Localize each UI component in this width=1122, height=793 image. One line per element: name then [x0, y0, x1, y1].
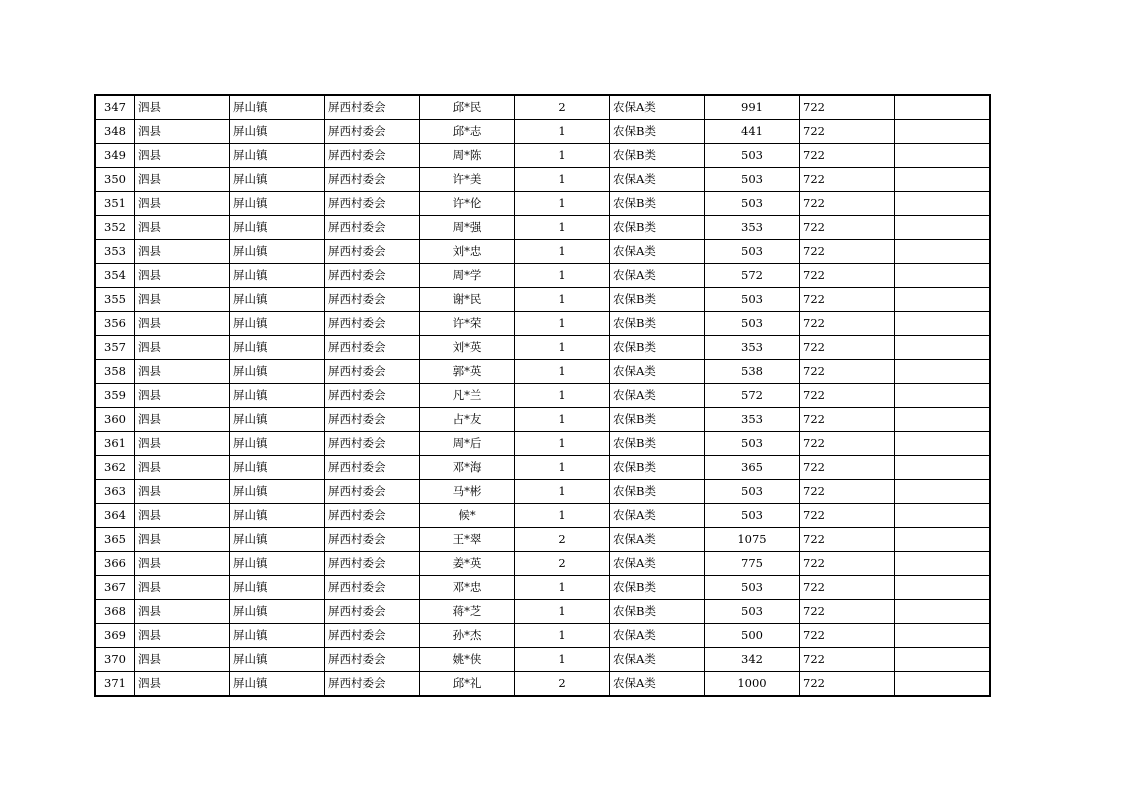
household-count-cell: 1 — [515, 576, 610, 600]
note-cell — [895, 312, 991, 336]
village-cell: 屏西村委会 — [325, 120, 420, 144]
county-cell: 泗县 — [135, 624, 230, 648]
name-cell: 蒋*芝 — [420, 600, 515, 624]
note-cell — [895, 240, 991, 264]
standard-cell: 722 — [800, 648, 895, 672]
standard-cell: 722 — [800, 312, 895, 336]
insurance-type-cell: 农保B类 — [610, 432, 705, 456]
table-row — [95, 288, 990, 312]
note-cell — [895, 432, 991, 456]
village-cell: 屏西村委会 — [325, 360, 420, 384]
table-body — [95, 95, 990, 696]
insurance-type-cell: 农保B类 — [610, 576, 705, 600]
town-cell: 屏山镇 — [230, 120, 325, 144]
insurance-type-cell: 农保B类 — [610, 456, 705, 480]
household-count-cell: 1 — [515, 504, 610, 528]
village-cell: 屏西村委会 — [325, 504, 420, 528]
table-row — [95, 624, 990, 648]
amount-cell: 503 — [705, 576, 800, 600]
table-row — [95, 168, 990, 192]
county-cell: 泗县 — [135, 600, 230, 624]
insurance-type-cell: 农保B类 — [610, 288, 705, 312]
county-cell: 泗县 — [135, 480, 230, 504]
standard-cell: 722 — [800, 192, 895, 216]
amount-cell: 353 — [705, 336, 800, 360]
standard-cell: 722 — [800, 432, 895, 456]
town-cell: 屏山镇 — [230, 576, 325, 600]
insurance-type-cell: 农保A类 — [610, 168, 705, 192]
row-index: 357 — [95, 336, 135, 360]
row-index: 364 — [95, 504, 135, 528]
standard-cell: 722 — [800, 624, 895, 648]
table-row — [95, 192, 990, 216]
household-count-cell: 1 — [515, 120, 610, 144]
insurance-type-cell: 农保A类 — [610, 552, 705, 576]
village-cell: 屏西村委会 — [325, 288, 420, 312]
row-index: 366 — [95, 552, 135, 576]
standard-cell: 722 — [800, 288, 895, 312]
town-cell: 屏山镇 — [230, 240, 325, 264]
amount-cell: 503 — [705, 144, 800, 168]
county-cell: 泗县 — [135, 120, 230, 144]
town-cell: 屏山镇 — [230, 408, 325, 432]
standard-cell: 722 — [800, 360, 895, 384]
name-cell: 周*后 — [420, 432, 515, 456]
amount-cell: 503 — [705, 240, 800, 264]
standard-cell: 722 — [800, 336, 895, 360]
household-count-cell: 2 — [515, 95, 610, 120]
note-cell — [895, 360, 991, 384]
village-cell: 屏西村委会 — [325, 168, 420, 192]
standard-cell: 722 — [800, 576, 895, 600]
village-cell: 屏西村委会 — [325, 600, 420, 624]
table-row — [95, 384, 990, 408]
household-count-cell: 1 — [515, 336, 610, 360]
name-cell: 邓*忠 — [420, 576, 515, 600]
amount-cell: 991 — [705, 95, 800, 120]
village-cell: 屏西村委会 — [325, 384, 420, 408]
insurance-type-cell: 农保B类 — [610, 192, 705, 216]
note-cell — [895, 672, 991, 697]
row-index: 347 — [95, 95, 135, 120]
table-row — [95, 528, 990, 552]
note-cell — [895, 144, 991, 168]
row-index: 354 — [95, 264, 135, 288]
name-cell: 姚*侠 — [420, 648, 515, 672]
name-cell: 许*美 — [420, 168, 515, 192]
household-count-cell: 1 — [515, 264, 610, 288]
household-count-cell: 2 — [515, 552, 610, 576]
note-cell — [895, 576, 991, 600]
village-cell: 屏西村委会 — [325, 312, 420, 336]
household-count-cell: 1 — [515, 240, 610, 264]
insurance-type-cell: 农保A类 — [610, 672, 705, 697]
county-cell: 泗县 — [135, 576, 230, 600]
town-cell: 屏山镇 — [230, 600, 325, 624]
town-cell: 屏山镇 — [230, 336, 325, 360]
town-cell: 屏山镇 — [230, 384, 325, 408]
insurance-type-cell: 农保B类 — [610, 600, 705, 624]
row-index: 350 — [95, 168, 135, 192]
amount-cell: 572 — [705, 264, 800, 288]
amount-cell: 503 — [705, 168, 800, 192]
county-cell: 泗县 — [135, 144, 230, 168]
household-count-cell: 1 — [515, 216, 610, 240]
county-cell: 泗县 — [135, 528, 230, 552]
name-cell: 凡*兰 — [420, 384, 515, 408]
town-cell: 屏山镇 — [230, 504, 325, 528]
name-cell: 周*学 — [420, 264, 515, 288]
village-cell: 屏西村委会 — [325, 624, 420, 648]
name-cell: 孙*杰 — [420, 624, 515, 648]
note-cell — [895, 192, 991, 216]
town-cell: 屏山镇 — [230, 168, 325, 192]
amount-cell: 500 — [705, 624, 800, 648]
village-cell: 屏西村委会 — [325, 456, 420, 480]
amount-cell: 775 — [705, 552, 800, 576]
row-index: 369 — [95, 624, 135, 648]
name-cell: 郭*英 — [420, 360, 515, 384]
village-cell: 屏西村委会 — [325, 552, 420, 576]
table-row — [95, 120, 990, 144]
note-cell — [895, 528, 991, 552]
county-cell: 泗县 — [135, 240, 230, 264]
table-row — [95, 360, 990, 384]
amount-cell: 1075 — [705, 528, 800, 552]
row-index: 359 — [95, 384, 135, 408]
insurance-type-cell: 农保B类 — [610, 408, 705, 432]
note-cell — [895, 336, 991, 360]
note-cell — [895, 264, 991, 288]
county-cell: 泗县 — [135, 456, 230, 480]
name-cell: 邱*志 — [420, 120, 515, 144]
village-cell: 屏西村委会 — [325, 648, 420, 672]
town-cell: 屏山镇 — [230, 144, 325, 168]
county-cell: 泗县 — [135, 216, 230, 240]
town-cell: 屏山镇 — [230, 360, 325, 384]
standard-cell: 722 — [800, 384, 895, 408]
village-cell: 屏西村委会 — [325, 432, 420, 456]
village-cell: 屏西村委会 — [325, 144, 420, 168]
table-row — [95, 95, 990, 120]
household-count-cell: 1 — [515, 168, 610, 192]
amount-cell: 353 — [705, 408, 800, 432]
insurance-type-cell: 农保A类 — [610, 648, 705, 672]
household-count-cell: 1 — [515, 288, 610, 312]
note-cell — [895, 384, 991, 408]
standard-cell: 722 — [800, 672, 895, 697]
village-cell: 屏西村委会 — [325, 336, 420, 360]
row-index: 368 — [95, 600, 135, 624]
town-cell: 屏山镇 — [230, 192, 325, 216]
household-count-cell: 1 — [515, 360, 610, 384]
insurance-type-cell: 农保A类 — [610, 95, 705, 120]
county-cell: 泗县 — [135, 288, 230, 312]
town-cell: 屏山镇 — [230, 288, 325, 312]
standard-cell: 722 — [800, 120, 895, 144]
name-cell: 许*伦 — [420, 192, 515, 216]
village-cell: 屏西村委会 — [325, 672, 420, 697]
insurance-type-cell: 农保A类 — [610, 528, 705, 552]
insurance-type-cell: 农保A类 — [610, 240, 705, 264]
town-cell: 屏山镇 — [230, 312, 325, 336]
table-row — [95, 408, 990, 432]
household-count-cell: 1 — [515, 648, 610, 672]
village-cell: 屏西村委会 — [325, 95, 420, 120]
insurance-type-cell: 农保B类 — [610, 120, 705, 144]
note-cell — [895, 216, 991, 240]
amount-cell: 353 — [705, 216, 800, 240]
beneficiary-table — [94, 94, 991, 697]
table-row — [95, 576, 990, 600]
standard-cell: 722 — [800, 95, 895, 120]
village-cell: 屏西村委会 — [325, 192, 420, 216]
name-cell: 邓*海 — [420, 456, 515, 480]
note-cell — [895, 600, 991, 624]
county-cell: 泗县 — [135, 552, 230, 576]
amount-cell: 503 — [705, 192, 800, 216]
insurance-type-cell: 农保B类 — [610, 336, 705, 360]
table-row — [95, 336, 990, 360]
table-row — [95, 312, 990, 336]
county-cell: 泗县 — [135, 408, 230, 432]
row-index: 355 — [95, 288, 135, 312]
county-cell: 泗县 — [135, 336, 230, 360]
row-index: 371 — [95, 672, 135, 697]
table-row — [95, 672, 990, 697]
name-cell: 周*陈 — [420, 144, 515, 168]
note-cell — [895, 456, 991, 480]
standard-cell: 722 — [800, 264, 895, 288]
household-count-cell: 1 — [515, 624, 610, 648]
note-cell — [895, 95, 991, 120]
table-row — [95, 144, 990, 168]
county-cell: 泗县 — [135, 95, 230, 120]
standard-cell: 722 — [800, 480, 895, 504]
town-cell: 屏山镇 — [230, 95, 325, 120]
insurance-type-cell: 农保B类 — [610, 216, 705, 240]
table-row — [95, 216, 990, 240]
row-index: 353 — [95, 240, 135, 264]
standard-cell: 722 — [800, 552, 895, 576]
household-count-cell: 1 — [515, 192, 610, 216]
table-row — [95, 504, 990, 528]
note-cell — [895, 504, 991, 528]
name-cell: 姜*英 — [420, 552, 515, 576]
row-index: 358 — [95, 360, 135, 384]
town-cell: 屏山镇 — [230, 672, 325, 697]
standard-cell: 722 — [800, 528, 895, 552]
table-row — [95, 600, 990, 624]
table-row — [95, 264, 990, 288]
insurance-type-cell: 农保B类 — [610, 144, 705, 168]
table-row — [95, 648, 990, 672]
household-count-cell: 1 — [515, 312, 610, 336]
amount-cell: 503 — [705, 504, 800, 528]
row-index: 370 — [95, 648, 135, 672]
village-cell: 屏西村委会 — [325, 480, 420, 504]
town-cell: 屏山镇 — [230, 456, 325, 480]
name-cell: 许*荣 — [420, 312, 515, 336]
standard-cell: 722 — [800, 216, 895, 240]
insurance-type-cell: 农保A类 — [610, 504, 705, 528]
row-index: 361 — [95, 432, 135, 456]
name-cell: 邱*民 — [420, 95, 515, 120]
row-index: 349 — [95, 144, 135, 168]
amount-cell: 503 — [705, 432, 800, 456]
county-cell: 泗县 — [135, 312, 230, 336]
household-count-cell: 2 — [515, 672, 610, 697]
insurance-type-cell: 农保B类 — [610, 480, 705, 504]
note-cell — [895, 648, 991, 672]
village-cell: 屏西村委会 — [325, 408, 420, 432]
name-cell: 占*友 — [420, 408, 515, 432]
household-count-cell: 1 — [515, 408, 610, 432]
row-index: 363 — [95, 480, 135, 504]
town-cell: 屏山镇 — [230, 216, 325, 240]
insurance-type-cell: 农保A类 — [610, 384, 705, 408]
name-cell: 刘*英 — [420, 336, 515, 360]
county-cell: 泗县 — [135, 264, 230, 288]
town-cell: 屏山镇 — [230, 648, 325, 672]
household-count-cell: 1 — [515, 456, 610, 480]
name-cell: 候* — [420, 504, 515, 528]
household-count-cell: 1 — [515, 480, 610, 504]
row-index: 352 — [95, 216, 135, 240]
table-row — [95, 240, 990, 264]
name-cell: 刘*忠 — [420, 240, 515, 264]
village-cell: 屏西村委会 — [325, 264, 420, 288]
row-index: 365 — [95, 528, 135, 552]
county-cell: 泗县 — [135, 504, 230, 528]
county-cell: 泗县 — [135, 384, 230, 408]
standard-cell: 722 — [800, 504, 895, 528]
note-cell — [895, 624, 991, 648]
household-count-cell: 2 — [515, 528, 610, 552]
amount-cell: 1000 — [705, 672, 800, 697]
household-count-cell: 1 — [515, 384, 610, 408]
town-cell: 屏山镇 — [230, 264, 325, 288]
amount-cell: 503 — [705, 288, 800, 312]
standard-cell: 722 — [800, 600, 895, 624]
insurance-type-cell: 农保B类 — [610, 312, 705, 336]
county-cell: 泗县 — [135, 192, 230, 216]
village-cell: 屏西村委会 — [325, 240, 420, 264]
standard-cell: 722 — [800, 240, 895, 264]
amount-cell: 572 — [705, 384, 800, 408]
insurance-type-cell: 农保A类 — [610, 360, 705, 384]
amount-cell: 503 — [705, 600, 800, 624]
note-cell — [895, 552, 991, 576]
table-row — [95, 456, 990, 480]
county-cell: 泗县 — [135, 360, 230, 384]
standard-cell: 722 — [800, 408, 895, 432]
county-cell: 泗县 — [135, 432, 230, 456]
note-cell — [895, 288, 991, 312]
name-cell: 马*彬 — [420, 480, 515, 504]
amount-cell: 503 — [705, 480, 800, 504]
table-row — [95, 552, 990, 576]
row-index: 351 — [95, 192, 135, 216]
table-row — [95, 432, 990, 456]
county-cell: 泗县 — [135, 168, 230, 192]
village-cell: 屏西村委会 — [325, 528, 420, 552]
county-cell: 泗县 — [135, 648, 230, 672]
note-cell — [895, 408, 991, 432]
row-index: 348 — [95, 120, 135, 144]
village-cell: 屏西村委会 — [325, 576, 420, 600]
note-cell — [895, 120, 991, 144]
town-cell: 屏山镇 — [230, 552, 325, 576]
note-cell — [895, 168, 991, 192]
name-cell: 周*强 — [420, 216, 515, 240]
household-count-cell: 1 — [515, 432, 610, 456]
town-cell: 屏山镇 — [230, 480, 325, 504]
standard-cell: 722 — [800, 144, 895, 168]
village-cell: 屏西村委会 — [325, 216, 420, 240]
town-cell: 屏山镇 — [230, 624, 325, 648]
row-index: 362 — [95, 456, 135, 480]
row-index: 356 — [95, 312, 135, 336]
note-cell — [895, 480, 991, 504]
row-index: 360 — [95, 408, 135, 432]
amount-cell: 538 — [705, 360, 800, 384]
name-cell: 邱*礼 — [420, 672, 515, 697]
standard-cell: 722 — [800, 168, 895, 192]
town-cell: 屏山镇 — [230, 432, 325, 456]
amount-cell: 441 — [705, 120, 800, 144]
amount-cell: 365 — [705, 456, 800, 480]
name-cell: 谢*民 — [420, 288, 515, 312]
amount-cell: 503 — [705, 312, 800, 336]
amount-cell: 342 — [705, 648, 800, 672]
standard-cell: 722 — [800, 456, 895, 480]
table-row — [95, 480, 990, 504]
county-cell: 泗县 — [135, 672, 230, 697]
town-cell: 屏山镇 — [230, 528, 325, 552]
household-count-cell: 1 — [515, 144, 610, 168]
insurance-type-cell: 农保A类 — [610, 624, 705, 648]
household-count-cell: 1 — [515, 600, 610, 624]
name-cell: 王*翠 — [420, 528, 515, 552]
insurance-type-cell: 农保A类 — [610, 264, 705, 288]
row-index: 367 — [95, 576, 135, 600]
